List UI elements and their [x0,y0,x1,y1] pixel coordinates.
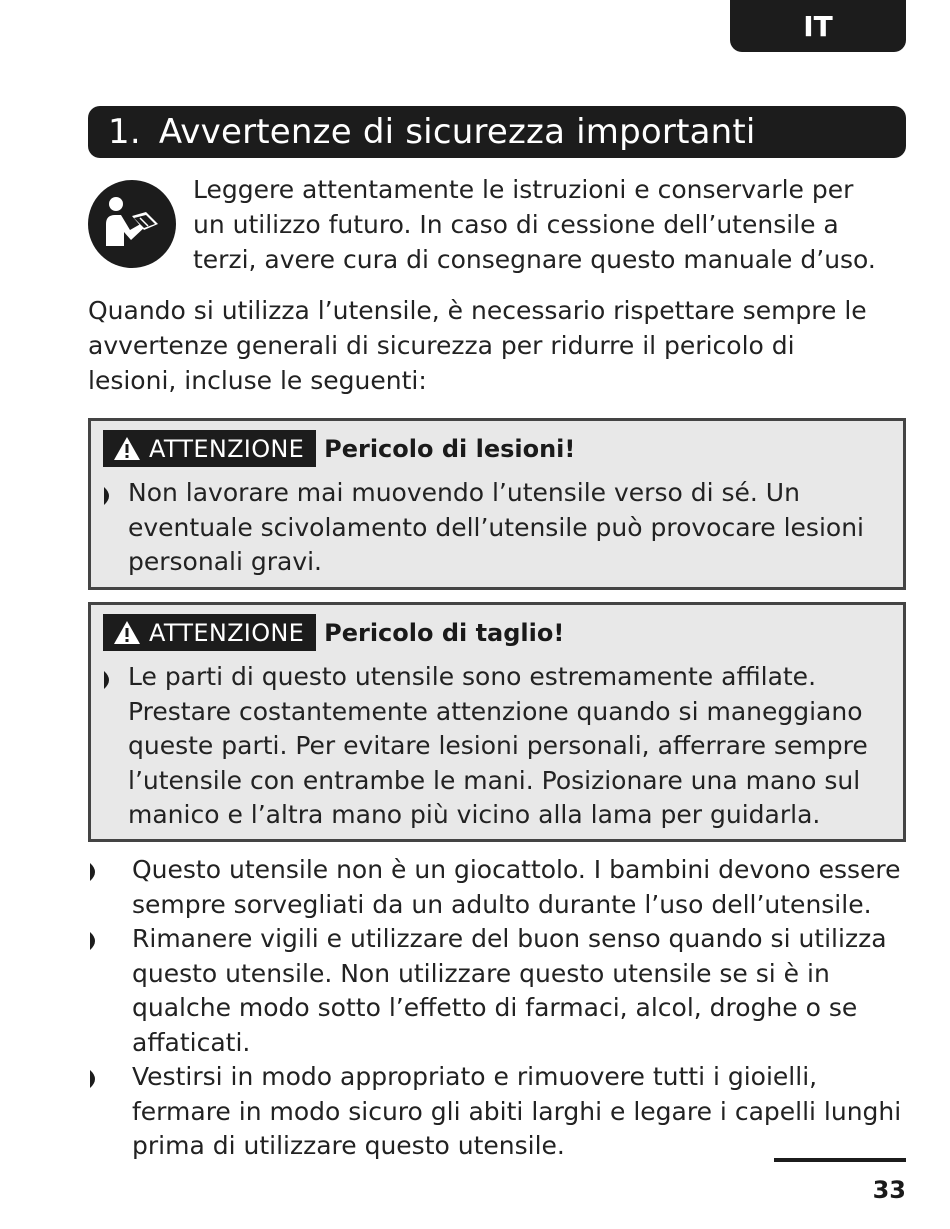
warning-triangle-icon [113,620,141,645]
safety-bullet-list [88,853,906,1164]
section-heading [88,106,906,158]
bullet-icon [90,932,100,950]
warning-badge [103,430,316,467]
warning-box-cut [88,602,906,842]
warning-header [103,614,564,651]
page-number: 33 [872,1176,906,1204]
list-item-text: Vestirsi in modo appropriato e rimuovere tutti i gioielli, fermare in modo sicuro gli abiti larghi e legare i capelli lunghi prima di utilizzare questo utensile. [132,1062,902,1160]
bullet-icon [104,487,114,505]
bullet-icon [104,671,114,689]
list-item-text: Rimanere vigili e utilizzare del buon senso quando si utilizza questo utensile. Non utilizzare questo utensile se si è in qualche modo sotto l’effetto di farmaci, alcol, droghe o se affaticati. [132,924,887,1057]
bullet-icon [90,863,100,881]
list-item [88,922,906,1060]
read-manual-icon [88,180,176,268]
section-number: 1. [108,112,141,152]
section-title: Avvertenze di sicurezza importanti [158,112,756,152]
general-paragraph: Quando si utilizza l’utensile, è necessario rispettare sempre le avvertenze generali di sicurezza per ridurre il pericolo di lesioni, incluse le seguenti: [88,296,867,395]
warning-triangle-icon [113,436,141,461]
intro-text: Leggere attentamente le istruzioni e conservarle per un utilizzo futuro. In caso di cessione dell’utensile a terzi, avere cura di consegnare questo manuale d’uso. [193,175,876,274]
footer-rule [774,1158,906,1162]
warning-text: Non lavorare mai muovendo l’utensile verso di sé. Un eventuale scivolamento dell’utensile può provocare lesioni personali gravi. [128,478,864,576]
warning-badge [103,614,316,651]
list-item [88,1060,906,1164]
bullet-icon [90,1070,100,1088]
warning-badge-label: ATTENZIONE [149,434,305,463]
warning-text: Le parti di questo utensile sono estremamente affilate. Prestare costantemente attenzione quando si maneggiano queste parti. Per evitare lesioni personali, afferrare sempre l’utensile con entrambe le mani. Posizionare una mano sul manico e l’altra mano più vicino alla lama per guidarla. [128,662,868,829]
warning-title: Pericolo di taglio! [324,618,565,647]
warning-title: Pericolo di lesioni! [324,434,576,463]
warning-badge-label: ATTENZIONE [149,618,305,647]
warning-header [103,430,575,467]
list-item-text: Questo utensile non è un giocattolo. I bambini devono essere sempre sorvegliati da un adulto durante l’uso dell’utensile. [132,855,901,919]
language-tab [730,0,906,52]
list-item [88,853,906,922]
warning-box-injury [88,418,906,590]
language-tab-label: IT [803,9,833,43]
